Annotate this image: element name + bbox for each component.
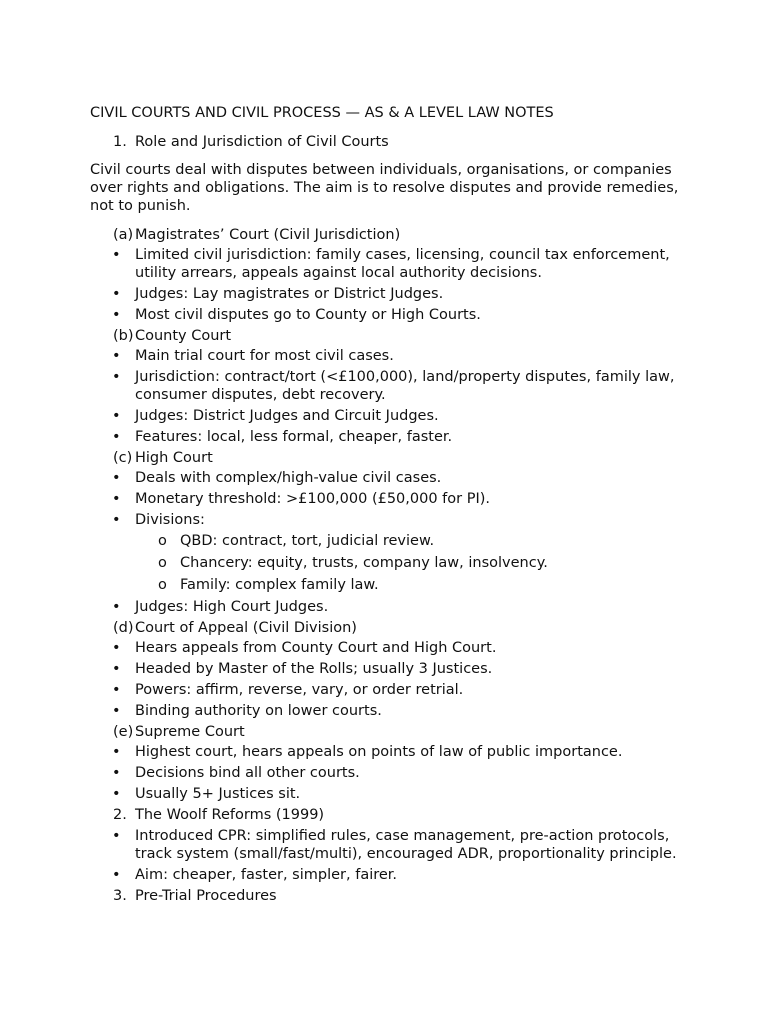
list-number: 3. — [113, 888, 127, 904]
bullet-glyph: • — [112, 470, 121, 486]
subsection-marker: (e) — [113, 724, 134, 740]
list-item-text: Most civil disputes go to County or High Courts. — [135, 307, 481, 323]
bullet-glyph: • — [112, 744, 121, 760]
bullet-glyph: • — [112, 599, 121, 615]
list-item — [90, 660, 680, 678]
list-item — [90, 785, 680, 803]
list-item-text: Introduced CPR: simplified rules, case management, pre-action protocols, track system (small/fast/multi), encouraged ADR, proportionality principle. — [135, 828, 677, 862]
list-item-text: Features: local, less formal, cheaper, faster. — [135, 429, 453, 445]
list-item — [90, 428, 680, 446]
subsection-marker: (a) — [113, 227, 134, 243]
list-item-text: Hears appeals from County Court and High Court. — [135, 640, 497, 656]
bullet-glyph: • — [112, 307, 121, 323]
subsection-title: Supreme Court — [135, 724, 245, 740]
list-item — [90, 407, 680, 425]
list-item — [90, 743, 680, 761]
list-item-text: Usually 5+ Justices sit. — [135, 786, 301, 802]
list-item-text: Judges: Lay magistrates or District Judges. — [135, 286, 444, 302]
list-item-text: Divisions: — [135, 512, 205, 528]
list-item-text: Deals with complex/high-value civil cases. — [135, 470, 442, 486]
list-item-text: Powers: affirm, reverse, vary, or order retrial. — [135, 682, 464, 698]
list-number: 2. — [113, 807, 127, 823]
nested-list-item — [90, 576, 680, 594]
section-heading-text: Role and Jurisdiction of Civil Courts — [135, 134, 389, 150]
list-item-text: Aim: cheaper, faster, simpler, fairer. — [135, 867, 398, 883]
section-heading-text: The Woolf Reforms (1999) — [135, 807, 325, 823]
subsection-marker: (c) — [113, 450, 133, 466]
bullet-glyph: • — [112, 286, 121, 302]
sub-bullet-glyph: o — [158, 577, 167, 593]
list-number: 1. — [113, 134, 127, 150]
bullet-glyph: • — [112, 408, 121, 424]
bullet-glyph: • — [112, 661, 121, 677]
subsection-heading-high-court — [90, 449, 680, 467]
list-item — [90, 702, 680, 720]
nested-list-item — [90, 532, 680, 550]
nested-list-item — [90, 554, 680, 572]
bullet-glyph: • — [112, 682, 121, 698]
section-heading-2 — [90, 806, 680, 824]
list-item — [90, 681, 680, 699]
bullet-glyph: • — [112, 867, 121, 883]
bullet-glyph: • — [112, 429, 121, 445]
bullet-glyph: • — [112, 247, 121, 263]
bullet-glyph: • — [112, 786, 121, 802]
subsection-marker: (b) — [113, 328, 134, 344]
list-item — [90, 347, 680, 365]
bullet-glyph: • — [112, 369, 121, 385]
list-item — [90, 827, 680, 863]
list-item-text: Decisions bind all other courts. — [135, 765, 360, 781]
list-item — [90, 469, 680, 487]
list-item — [90, 764, 680, 782]
subsection-marker: (d) — [113, 620, 134, 636]
subsection-heading-county — [90, 327, 680, 345]
bullet-glyph: • — [112, 703, 121, 719]
list-item — [90, 246, 680, 282]
bullet-glyph: • — [112, 348, 121, 364]
section-heading-text: Pre-Trial Procedures — [135, 888, 277, 904]
nested-list-item-text: Family: complex family law. — [180, 577, 379, 593]
bullet-glyph: • — [112, 828, 121, 844]
subsection-title: Court of Appeal (Civil Division) — [135, 620, 357, 636]
sub-bullet-glyph: o — [158, 533, 167, 549]
document-title: CIVIL COURTS AND CIVIL PROCESS — AS & A LEVEL LAW NOTES — [90, 105, 554, 121]
section-heading-1 — [90, 133, 680, 151]
subsection-heading-supreme-court — [90, 723, 680, 741]
nested-list-item-text: QBD: contract, tort, judicial review. — [180, 533, 435, 549]
bullet-glyph: • — [112, 765, 121, 781]
subsection-title: High Court — [135, 450, 213, 466]
bullet-glyph: • — [112, 640, 121, 656]
bullet-glyph: • — [112, 491, 121, 507]
list-item — [90, 598, 680, 616]
intro-paragraph: Civil courts deal with disputes between individuals, organisations, or companies over rights and obligations. The aim is to resolve disputes and provide remedies, not to punish. — [90, 162, 679, 214]
section-heading-3 — [90, 887, 680, 905]
document-body — [90, 104, 680, 908]
subsection-heading-court-of-appeal — [90, 619, 680, 637]
list-item-text: Judges: High Court Judges. — [135, 599, 329, 615]
list-item — [90, 306, 680, 324]
list-item — [90, 639, 680, 657]
list-item-text: Monetary threshold: >£100,000 (£50,000 for PI). — [135, 491, 491, 507]
subsection-heading-magistrates — [90, 226, 680, 244]
list-item-text: Binding authority on lower courts. — [135, 703, 382, 719]
list-item — [90, 285, 680, 303]
subsection-title: Magistrates’ Court (Civil Jurisdiction) — [135, 227, 401, 243]
list-item-text: Highest court, hears appeals on points of law of public importance. — [135, 744, 623, 760]
list-item-text: Judges: District Judges and Circuit Judges. — [135, 408, 439, 424]
subsection-title: County Court — [135, 328, 232, 344]
list-item — [90, 511, 680, 529]
list-item — [90, 866, 680, 884]
list-item-text: Main trial court for most civil cases. — [135, 348, 394, 364]
list-item-text: Headed by Master of the Rolls; usually 3 Justices. — [135, 661, 493, 677]
list-item — [90, 490, 680, 508]
nested-list-item-text: Chancery: equity, trusts, company law, insolvency. — [180, 555, 548, 571]
bullet-glyph: • — [112, 512, 121, 528]
list-item — [90, 368, 680, 404]
list-item-text: Limited civil jurisdiction: family cases, licensing, council tax enforcement, utility arrears, appeals against local authority decisions. — [135, 247, 670, 281]
list-item-text: Jurisdiction: contract/tort (<£100,000), land/property disputes, family law, consumer disputes, debt recovery. — [135, 369, 675, 403]
sub-bullet-glyph: o — [158, 555, 167, 571]
